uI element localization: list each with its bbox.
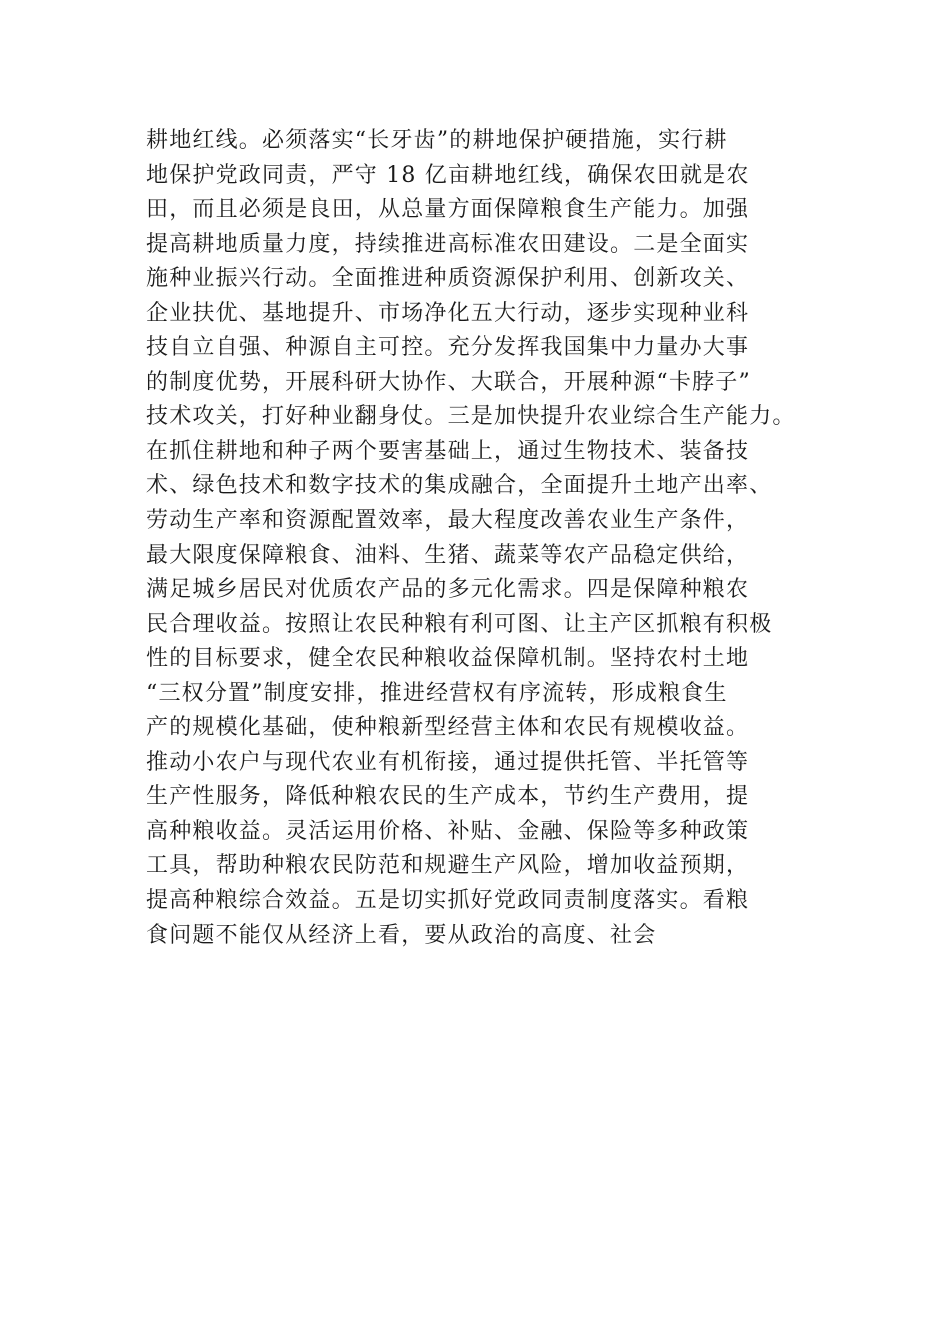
text-line: 在抓住耕地和种子两个要害基础上，通过生物技术、装备技: [146, 438, 750, 464]
text-line: 性的目标要求，健全农民种粮收益保障机制。坚持农村土地: [146, 646, 750, 672]
text-line: 工具，帮助种粮农民防范和规避生产风险，增加收益预期，: [146, 853, 750, 879]
text-line: 耕地红线。必须落实“长牙齿”的耕地保护硬措施，实行耕: [146, 128, 728, 153]
body-text: [146, 124, 836, 953]
text-line: 生产性服务，降低种粮农民的生产成本，节约生产费用，提: [146, 784, 750, 810]
text-line: 提高耕地质量力度，持续推进高标准农田建设。二是全面实: [146, 231, 750, 257]
text-line: 民合理收益。按照让农民种粮有利可图、让主产区抓粮有积极: [146, 611, 773, 637]
text-line: 最大限度保障粮食、油料、生猪、蔬菜等农产品稳定供给，: [146, 542, 750, 568]
text-line: 劳动生产率和资源配置效率，最大程度改善农业生产条件，: [146, 508, 750, 534]
text-line: “三权分置”制度安排，推进经营权有序流转，形成粮食生: [146, 680, 728, 706]
text-line: 施种业振兴行动。全面推进种质资源保护利用、创新攻关、: [146, 266, 750, 292]
text-line: 满足城乡居民对优质农产品的多元化需求。四是保障种粮农: [146, 577, 750, 603]
text-line: 高种粮收益。灵活运用价格、补贴、金融、保险等多种政策: [146, 818, 750, 844]
text-line: 提高种粮综合效益。五是切实抓好党政同责制度落实。看粮: [146, 888, 750, 914]
text-line: 技术攻关，打好种业翻身仗。三是加快提升农业综合生产能力。: [146, 404, 796, 430]
text-line: 的制度优势，开展科研大协作、大联合，开展种源“卡脖子”: [146, 369, 751, 395]
text-line: 产的规模化基础，使种粮新型经营主体和农民有规模收益。: [146, 715, 750, 741]
text-line: 田，而且必须是良田，从总量方面保障粮食生产能力。加强: [146, 197, 750, 223]
text-line: 地保护党政同责，严守 18 亿亩耕地红线，确保农田就是农: [146, 162, 750, 188]
text-line: 企业扶优、基地提升、市场净化五大行动，逐步实现种业科: [146, 300, 750, 326]
text-line: 推动小农户与现代农业有机衔接，通过提供托管、半托管等: [146, 749, 750, 775]
text-line: 术、绿色技术和数字技术的集成融合，全面提升土地产出率、: [146, 473, 773, 499]
text-line: 食问题不能仅从经济上看，要从政治的高度、社会: [146, 922, 657, 948]
text-line: 技自立自强、种源自主可控。充分发挥我国集中力量办大事: [146, 335, 750, 361]
